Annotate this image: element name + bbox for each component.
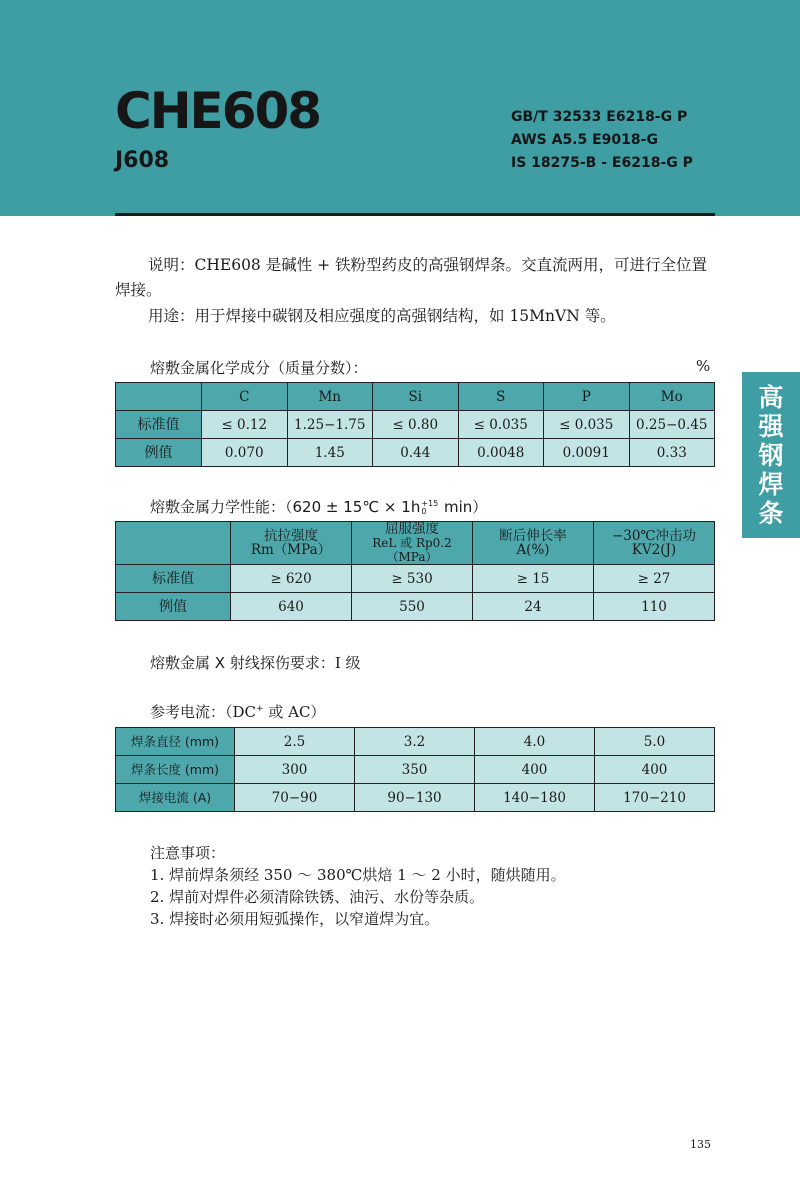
table-row [116, 728, 715, 756]
standard-is: IS 18275-B - E6218-G P [511, 155, 693, 171]
table-cell: 0.0091 [544, 439, 630, 467]
table-cell: 0.25−0.45 [629, 411, 715, 439]
table-header-cell: P [544, 383, 630, 411]
table-cell: 5.0 [595, 728, 715, 756]
standards-list [511, 106, 693, 175]
mechanical-title-sup: +15 [421, 498, 439, 508]
current-title-sup: + [256, 704, 264, 714]
side-tab-char: 高 [758, 382, 784, 412]
notes [150, 842, 720, 930]
table-cell: 3.2 [355, 728, 475, 756]
table-cell: ≤ 0.035 [458, 411, 544, 439]
mechanical-table [115, 521, 715, 621]
table-header-cell: S [458, 383, 544, 411]
table-cell: 70−90 [235, 784, 355, 812]
table-cell: 550 [352, 593, 473, 621]
usage-label: 用途： [148, 307, 195, 325]
side-tab-char: 钢 [758, 440, 784, 470]
table-header-cell [594, 522, 715, 565]
header-line-1: 断后伸长率 [499, 528, 567, 544]
table-header-cell [231, 522, 352, 565]
table-cell: 0.33 [629, 439, 715, 467]
table-cell: ≤ 0.80 [373, 411, 459, 439]
current-table [115, 727, 715, 812]
row-header: 例值 [116, 439, 202, 467]
chemical-unit: % [696, 357, 711, 375]
mechanical-title [150, 496, 487, 517]
xray-value: I 级 [334, 654, 361, 672]
note-item: 3. 焊接时必须用短弧操作，以窄道焊为宜。 [150, 910, 440, 928]
table-header-cell [116, 522, 231, 565]
table-header-cell [352, 522, 473, 565]
table-header-cell [116, 383, 202, 411]
table-row [116, 439, 715, 467]
side-tab [742, 372, 800, 538]
table-cell: 400 [475, 756, 595, 784]
row-header: 焊条长度 (mm) [116, 756, 235, 784]
table-cell: 0.0048 [458, 439, 544, 467]
table-cell: ≤ 0.12 [202, 411, 288, 439]
header-rule [115, 213, 715, 216]
chemical-table [115, 382, 715, 467]
table-row [116, 565, 715, 593]
table-cell: ≤ 0.035 [544, 411, 630, 439]
table-cell: 350 [355, 756, 475, 784]
table-cell: ≥ 530 [352, 565, 473, 593]
table-row [116, 593, 715, 621]
xray-label: 熔敷金属 X 射线探伤要求： [150, 654, 335, 672]
mechanical-title-end: min） [439, 498, 488, 516]
header-line-1: 屈服强度 [385, 521, 439, 537]
table-row [116, 756, 715, 784]
mechanical-title-sub: 0 [421, 506, 427, 516]
side-tab-char: 条 [758, 498, 784, 528]
current-title [150, 701, 325, 722]
table-row [116, 411, 715, 439]
header-line-1: 抗拉强度 [264, 528, 318, 544]
notes-title: 注意事项： [150, 844, 226, 862]
chemical-title: 熔敷金属化学成分（质量分数）： [150, 359, 368, 377]
table-header-cell: Si [373, 383, 459, 411]
side-tab-char: 焊 [758, 469, 784, 499]
header-line-1: −30℃冲击功 [611, 528, 697, 544]
note-item: 2. 焊前对焊件必须清除铁锈、油污、水份等杂质。 [150, 888, 485, 906]
current-title-text: 参考电流： [150, 703, 226, 721]
table-row [116, 784, 715, 812]
usage-text: 用于焊接中碳钢及相应强度的高强钢结构，如 15MnVN 等。 [194, 307, 616, 325]
product-code: CHE608 [115, 82, 321, 140]
standard-aws: AWS A5.5 E9018-G [511, 132, 658, 148]
table-cell: 170−210 [595, 784, 715, 812]
table-cell: ≥ 620 [231, 565, 352, 593]
table-cell: 140−180 [475, 784, 595, 812]
standard-gb: GB/T 32533 E6218-G P [511, 109, 688, 125]
table-cell: 24 [473, 593, 594, 621]
current-title-end: 或 AC） [263, 703, 326, 721]
side-tab-label [758, 383, 783, 528]
description-text: CHE608 是碱性 + 铁粉型药皮的高强钢焊条。交直流两用，可进行全位置焊接。 [115, 256, 708, 299]
table-header-cell: Mn [287, 383, 373, 411]
row-header: 焊接电流 (A) [116, 784, 235, 812]
table-cell: 300 [235, 756, 355, 784]
header-line-2: ReL 或 Rp0.2（MPa） [372, 536, 452, 564]
table-header-cell: C [202, 383, 288, 411]
header-band [0, 0, 800, 216]
table-cell: 110 [594, 593, 715, 621]
mechanical-title-text: 熔敷金属力学性能：（620 ± 15℃ × 1h [150, 498, 421, 516]
table-cell: 0.070 [202, 439, 288, 467]
table-cell: ≥ 15 [473, 565, 594, 593]
table-cell: 1.25−1.75 [287, 411, 373, 439]
page-number: 135 [690, 1138, 711, 1151]
table-cell: 4.0 [475, 728, 595, 756]
header-line-2: KV2(J) [631, 542, 677, 558]
table-header-cell: Mo [629, 383, 715, 411]
description-label: 说明： [148, 256, 195, 274]
current-title-value: （DC [225, 703, 257, 721]
table-cell: 2.5 [235, 728, 355, 756]
table-cell: 1.45 [287, 439, 373, 467]
chemical-header-row [116, 383, 715, 411]
row-header: 标准值 [116, 565, 231, 593]
row-header: 标准值 [116, 411, 202, 439]
mechanical-header-row [116, 522, 715, 565]
table-header-cell [473, 522, 594, 565]
header-line-2: A(%) [516, 542, 550, 558]
note-item: 1. 焊前焊条须经 350 ～ 380℃烘焙 1 ～ 2 小时，随烘随用。 [150, 866, 566, 884]
table-cell: 0.44 [373, 439, 459, 467]
row-header: 例值 [116, 593, 231, 621]
table-cell: 90−130 [355, 784, 475, 812]
header-line-2: Rm（MPa） [250, 542, 332, 558]
side-tab-char: 强 [758, 411, 784, 441]
table-cell: 400 [595, 756, 715, 784]
product-alias: J608 [115, 148, 170, 173]
xray-requirement [150, 652, 361, 673]
table-cell: ≥ 27 [594, 565, 715, 593]
usage [115, 304, 720, 329]
row-header: 焊条直径 (mm) [116, 728, 235, 756]
description [115, 253, 720, 303]
table-cell: 640 [231, 593, 352, 621]
